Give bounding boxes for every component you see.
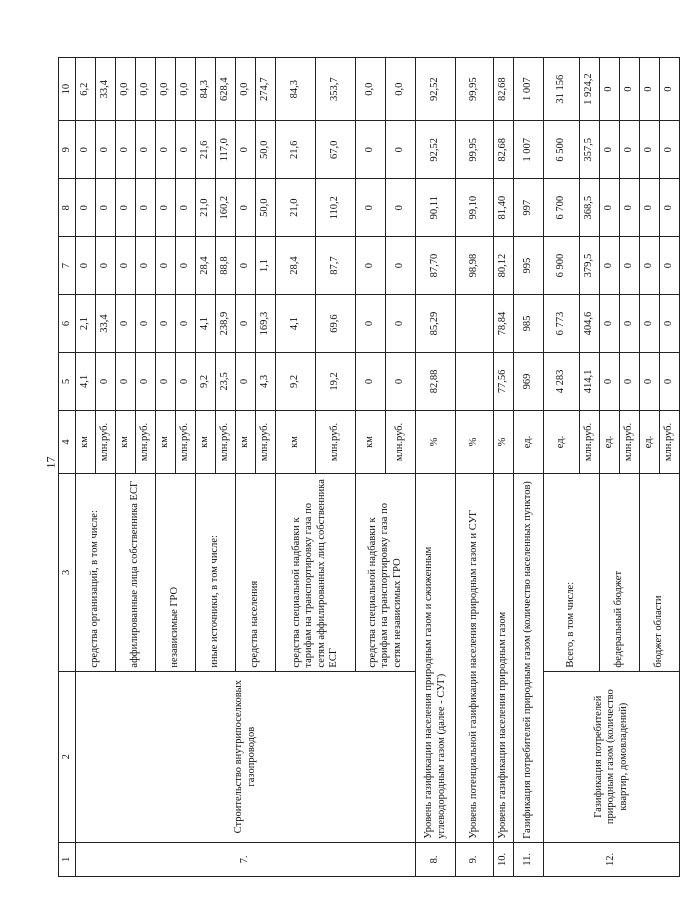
value-cell: 88,8 [216, 237, 236, 295]
value-cell: 0 [386, 237, 416, 295]
value-cell: 99,95 [456, 121, 494, 179]
subrow-label: аффилированные лица собственника ЕСГ [116, 474, 156, 672]
value-cell: 0 [116, 295, 136, 353]
row-name: Строительство внутрипоселковых газопроводов [76, 671, 416, 842]
value-cell: 0 [236, 352, 256, 410]
value-cell: 4 283 [544, 352, 580, 410]
unit-cell: млн.руб. [386, 410, 416, 473]
value-cell: 0 [176, 295, 196, 353]
subrow-label: иные источники, в том числе: [196, 474, 236, 672]
subrow-label: федеральный бюджет [600, 474, 640, 672]
row-name: Уровень газификации населения природным газом [494, 474, 514, 843]
value-cell: 78,84 [494, 295, 514, 353]
value-cell: 0 [640, 295, 660, 353]
row-number: 11. [514, 842, 544, 876]
value-cell: 110,2 [316, 179, 356, 237]
value-cell: 84,3 [196, 58, 216, 121]
value-cell: 0 [660, 237, 680, 295]
value-cell: 368,5 [580, 179, 600, 237]
unit-cell: % [416, 410, 456, 473]
value-cell: 238,9 [216, 295, 236, 353]
value-cell: 0 [620, 58, 640, 121]
unit-cell: млн.руб. [580, 410, 600, 473]
unit-cell: млн.руб. [176, 410, 196, 473]
value-cell: 0 [176, 179, 196, 237]
value-cell: 169,3 [256, 295, 276, 353]
value-cell: 82,68 [494, 58, 514, 121]
value-cell: 353,7 [316, 58, 356, 121]
value-cell: 0 [136, 121, 156, 179]
value-cell: 985 [514, 295, 544, 353]
unit-cell: км [76, 410, 96, 473]
value-cell: 0 [356, 179, 386, 237]
value-cell: 0 [600, 237, 620, 295]
header-cell: 5 [59, 352, 76, 410]
value-cell: 0 [236, 121, 256, 179]
value-cell: 69,6 [316, 295, 356, 353]
value-cell: 995 [514, 237, 544, 295]
value-cell: 0 [136, 352, 156, 410]
row-number: 8. [416, 842, 456, 876]
value-cell: 0 [660, 295, 680, 353]
value-cell: 0 [156, 179, 176, 237]
value-cell: 4,1 [196, 295, 216, 353]
header-cell: 10 [59, 58, 76, 121]
value-cell: 0 [660, 352, 680, 410]
value-cell: 0 [96, 179, 116, 237]
unit-cell: млн.руб. [136, 410, 156, 473]
value-cell: 81,40 [494, 179, 514, 237]
page-number: 17 [43, 456, 58, 469]
value-cell: 0 [76, 121, 96, 179]
row-number: 12. [544, 842, 680, 876]
value-cell: 0 [620, 121, 640, 179]
value-cell: 82,88 [416, 352, 456, 410]
unit-cell: км [156, 410, 176, 473]
value-cell: 0 [236, 237, 256, 295]
value-cell: 77,56 [494, 352, 514, 410]
value-cell: 357,5 [580, 121, 600, 179]
value-cell: 0 [640, 121, 660, 179]
subrow-label: средства специальной надбавки к тарифам на транспортировку газа по сетям независимых ГРО [356, 474, 416, 672]
value-cell: 87,70 [416, 237, 456, 295]
value-cell: 6 773 [544, 295, 580, 353]
value-cell: 0 [660, 121, 680, 179]
row-name: Газификация потребителей природным газом (количество квартир, домовладений) [544, 671, 680, 842]
header-cell: 3 [59, 474, 76, 672]
table-row [456, 58, 494, 877]
value-cell [456, 352, 494, 410]
unit-cell: ед. [640, 410, 660, 473]
table-row [416, 58, 456, 877]
value-cell: 19,2 [316, 352, 356, 410]
header-cell: 1 [59, 842, 76, 876]
value-cell: 0,0 [156, 58, 176, 121]
unit-cell: млн.руб. [660, 410, 680, 473]
value-cell: 92,52 [416, 58, 456, 121]
value-cell: 0 [386, 179, 416, 237]
value-cell: 1 924,2 [580, 58, 600, 121]
value-cell: 0,0 [176, 58, 196, 121]
value-cell [456, 295, 494, 353]
value-cell: 4,1 [276, 295, 316, 353]
value-cell: 1 007 [514, 121, 544, 179]
value-cell: 23,5 [216, 352, 236, 410]
header-cell: 2 [59, 671, 76, 842]
value-cell: 0 [176, 352, 196, 410]
unit-cell: % [494, 410, 514, 473]
value-cell: 0 [640, 352, 660, 410]
value-cell: 274,7 [256, 58, 276, 121]
table-row [76, 58, 96, 877]
value-cell: 21,6 [276, 121, 316, 179]
value-cell: 50,0 [256, 121, 276, 179]
value-cell: 0 [640, 237, 660, 295]
value-cell: 0 [356, 352, 386, 410]
value-cell: 0 [620, 179, 640, 237]
value-cell: 160,2 [216, 179, 236, 237]
value-cell: 0 [386, 295, 416, 353]
rotated-table-container [58, 57, 675, 877]
unit-cell: млн.руб. [216, 410, 236, 473]
row-name: Уровень потенциальной газификации населения природным газом и СУГ [456, 474, 494, 843]
value-cell: 50,0 [256, 179, 276, 237]
value-cell: 379,5 [580, 237, 600, 295]
value-cell: 1 007 [514, 58, 544, 121]
value-cell: 21,0 [276, 179, 316, 237]
value-cell: 0 [660, 58, 680, 121]
value-cell: 0 [156, 295, 176, 353]
value-cell: 31 156 [544, 58, 580, 121]
value-cell: 82,68 [494, 121, 514, 179]
unit-cell: млн.руб. [96, 410, 116, 473]
header-cell: 4 [59, 410, 76, 473]
subrow-label: средства организаций, в том числе: [76, 474, 116, 672]
value-cell: 0 [176, 237, 196, 295]
value-cell: 0,0 [236, 58, 256, 121]
table-row [544, 58, 580, 877]
row-name: Уровень газификации населения природным газом и сжиженным углеводородным газом (далее - СУГ) [416, 474, 456, 843]
value-cell: 0 [600, 58, 620, 121]
value-cell: 0 [640, 179, 660, 237]
value-cell: 0 [600, 352, 620, 410]
value-cell: 0 [236, 295, 256, 353]
value-cell: 4,1 [76, 352, 96, 410]
unit-cell: ед. [514, 410, 544, 473]
unit-cell: км [236, 410, 256, 473]
value-cell: 0 [116, 237, 136, 295]
value-cell: 0,0 [116, 58, 136, 121]
value-cell: 21,0 [196, 179, 216, 237]
header-cell: 8 [59, 179, 76, 237]
value-cell: 0 [96, 352, 116, 410]
header-cell: 7 [59, 237, 76, 295]
value-cell: 997 [514, 179, 544, 237]
unit-cell: ед. [544, 410, 580, 473]
value-cell: 0 [620, 295, 640, 353]
value-cell: 0 [136, 179, 156, 237]
row-name: Газификация потребителей природным газом (количество населенных пунктов) [514, 474, 544, 843]
value-cell: 0,0 [386, 58, 416, 121]
value-cell: 0 [356, 237, 386, 295]
unit-cell: км [356, 410, 386, 473]
value-cell: 0 [156, 121, 176, 179]
value-cell: 0 [620, 352, 640, 410]
value-cell: 404,6 [580, 295, 600, 353]
value-cell: 0 [116, 352, 136, 410]
header-cell: 6 [59, 295, 76, 353]
value-cell: 0 [386, 121, 416, 179]
gasification-table [58, 57, 680, 877]
value-cell: 0 [96, 237, 116, 295]
value-cell: 0 [156, 237, 176, 295]
value-cell: 9,2 [196, 352, 216, 410]
subrow-label: независимые ГРО [156, 474, 196, 672]
value-cell: 28,4 [196, 237, 216, 295]
value-cell: 84,3 [276, 58, 316, 121]
header-row [59, 58, 76, 877]
value-cell: 0,0 [356, 58, 386, 121]
value-cell: 99,10 [456, 179, 494, 237]
subrow-label: бюджет области [640, 474, 680, 672]
row-number: 9. [456, 842, 494, 876]
value-cell: 0 [136, 237, 156, 295]
value-cell: 80,12 [494, 237, 514, 295]
value-cell: 92,52 [416, 121, 456, 179]
unit-cell: км [116, 410, 136, 473]
subrow-label: средства населения [236, 474, 276, 672]
unit-cell: млн.руб. [256, 410, 276, 473]
value-cell: 0 [600, 179, 620, 237]
value-cell: 87,7 [316, 237, 356, 295]
subrow-label: средства специальной надбавки к тарифам на транспортировку газа по сетям аффилированных лиц собственника ЕСГ [276, 474, 356, 672]
value-cell: 0 [660, 179, 680, 237]
value-cell: 0 [116, 121, 136, 179]
value-cell: 98,98 [456, 237, 494, 295]
value-cell: 6 700 [544, 179, 580, 237]
value-cell: 9,2 [276, 352, 316, 410]
value-cell: 33,4 [96, 58, 116, 121]
unit-cell: км [276, 410, 316, 473]
value-cell: 0 [76, 237, 96, 295]
row-number: 10. [494, 842, 514, 876]
value-cell: 0 [156, 352, 176, 410]
table-row [514, 58, 544, 877]
value-cell: 117,0 [216, 121, 236, 179]
value-cell: 0 [386, 352, 416, 410]
value-cell: 0 [600, 121, 620, 179]
unit-cell: млн.руб. [316, 410, 356, 473]
value-cell: 99,95 [456, 58, 494, 121]
subrow-label: Всего, в том числе: [544, 474, 600, 672]
value-cell: 67,0 [316, 121, 356, 179]
value-cell: 28,4 [276, 237, 316, 295]
value-cell: 0 [176, 121, 196, 179]
value-cell: 33,4 [96, 295, 116, 353]
value-cell: 90,11 [416, 179, 456, 237]
value-cell: 2,1 [76, 295, 96, 353]
unit-cell: км [196, 410, 216, 473]
value-cell: 0 [96, 121, 116, 179]
header-cell: 9 [59, 121, 76, 179]
unit-cell: ед. [600, 410, 620, 473]
value-cell: 0 [356, 295, 386, 353]
value-cell: 21,6 [196, 121, 216, 179]
unit-cell: % [456, 410, 494, 473]
value-cell: 6 500 [544, 121, 580, 179]
row-number: 7. [76, 842, 416, 876]
value-cell: 85,29 [416, 295, 456, 353]
value-cell: 0 [356, 121, 386, 179]
value-cell: 414,1 [580, 352, 600, 410]
table-row [494, 58, 514, 877]
value-cell: 628,4 [216, 58, 236, 121]
value-cell: 4,3 [256, 352, 276, 410]
value-cell: 0 [116, 179, 136, 237]
value-cell: 6,2 [76, 58, 96, 121]
value-cell: 0 [640, 58, 660, 121]
unit-cell: млн.руб. [620, 410, 640, 473]
value-cell: 0 [600, 295, 620, 353]
value-cell: 0 [76, 179, 96, 237]
value-cell: 1,1 [256, 237, 276, 295]
value-cell: 0 [136, 295, 156, 353]
value-cell: 6 900 [544, 237, 580, 295]
value-cell: 0 [236, 179, 256, 237]
value-cell: 0 [620, 237, 640, 295]
value-cell: 969 [514, 352, 544, 410]
value-cell: 0,0 [136, 58, 156, 121]
